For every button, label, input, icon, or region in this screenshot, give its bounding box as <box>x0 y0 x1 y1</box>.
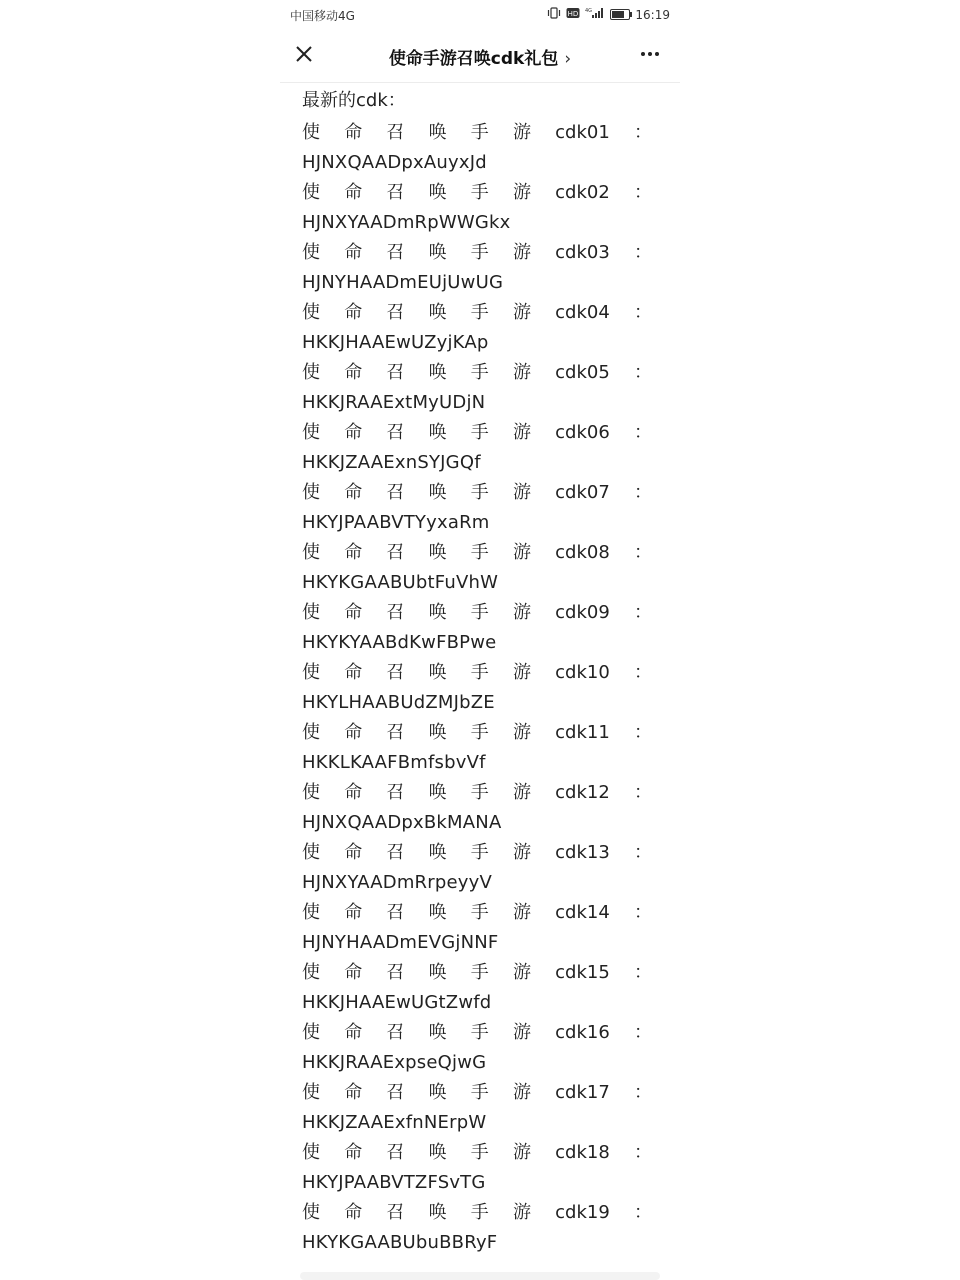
cdk-id: cdk01 <box>555 122 610 143</box>
cdk-entry-label <box>302 238 652 268</box>
label-char: 使 <box>302 962 320 983</box>
cdk-entry-label <box>302 298 652 328</box>
cdk-entry-label <box>302 958 652 988</box>
label-char: 命 <box>344 902 363 923</box>
label-char: 召 <box>386 242 405 263</box>
page-title[interactable] <box>280 44 680 69</box>
label-char: 手 <box>470 1142 489 1163</box>
label-char: 命 <box>344 1142 363 1163</box>
carrier-label: 中国移动4G <box>290 9 355 23</box>
label-colon: ： <box>633 602 652 623</box>
label-char: 游 <box>512 902 531 923</box>
label-char: 召 <box>386 482 405 503</box>
label-char: 使 <box>302 662 320 683</box>
label-char: 手 <box>470 302 489 323</box>
label-char: 使 <box>302 1202 320 1223</box>
nav-bar <box>280 30 680 83</box>
cdk-code[interactable]: HKKJHAAEwUZyjKAp <box>302 332 489 353</box>
cdk-id: cdk10 <box>555 662 610 683</box>
label-char: 游 <box>512 182 531 203</box>
cdk-code[interactable]: HKKJRAAExtMyUDjN <box>302 392 486 413</box>
cdk-id: cdk06 <box>555 422 610 443</box>
label-char: 命 <box>344 482 363 503</box>
label-colon: ： <box>633 1202 652 1223</box>
label-char: 唤 <box>428 1142 447 1163</box>
cdk-id: cdk09 <box>555 602 610 623</box>
label-char: 召 <box>386 1022 405 1043</box>
label-char: 唤 <box>428 902 447 923</box>
label-char: 手 <box>470 1022 489 1043</box>
cdk-entry-label <box>302 1198 652 1228</box>
cdk-code[interactable]: HKKJRAAExpseQjwG <box>302 1052 487 1073</box>
page-title-text: 使命手游召唤cdk礼包 <box>388 49 559 69</box>
label-char: 手 <box>470 182 489 203</box>
clock-label: 16:19 <box>635 7 670 22</box>
cdk-code[interactable]: HJNXYAADmRpWWGkx <box>302 212 511 233</box>
label-char: 使 <box>302 362 320 383</box>
label-colon: ： <box>633 1022 652 1043</box>
label-char: 手 <box>470 482 489 503</box>
cdk-id: cdk08 <box>555 542 610 563</box>
label-char: 唤 <box>428 1022 447 1043</box>
cdk-id: cdk15 <box>555 962 610 983</box>
label-char: 使 <box>302 1142 320 1163</box>
label-char: 命 <box>344 422 363 443</box>
label-char: 命 <box>344 542 363 563</box>
cdk-id: cdk19 <box>555 1202 610 1223</box>
label-char: 使 <box>302 542 320 563</box>
vibrate-icon <box>547 7 561 22</box>
cdk-entry-label <box>302 118 652 148</box>
label-char: 召 <box>386 602 405 623</box>
label-colon: ： <box>633 362 652 383</box>
label-char: 召 <box>386 842 405 863</box>
label-char: 手 <box>470 242 489 263</box>
article-content <box>302 88 658 1258</box>
cdk-entry-label <box>302 178 652 208</box>
chevron-right-icon: › <box>564 49 572 69</box>
label-char: 使 <box>302 1082 320 1103</box>
label-colon: ： <box>633 182 652 203</box>
cdk-id: cdk17 <box>555 1082 610 1103</box>
cdk-id: cdk02 <box>555 182 610 203</box>
label-char: 命 <box>344 362 363 383</box>
cdk-entry-label <box>302 538 652 568</box>
cdk-id: cdk18 <box>555 1142 610 1163</box>
label-char: 使 <box>302 122 320 143</box>
label-char: 手 <box>470 542 489 563</box>
label-char: 游 <box>512 362 531 383</box>
label-char: 游 <box>512 1202 531 1223</box>
cdk-id: cdk16 <box>555 1022 610 1043</box>
label-char: 命 <box>344 602 363 623</box>
label-colon: ： <box>633 902 652 923</box>
battery-icon <box>610 9 630 20</box>
label-char: 使 <box>302 242 320 263</box>
label-char: 游 <box>512 482 531 503</box>
label-char: 召 <box>386 722 405 743</box>
cdk-code[interactable]: HJNXQAADpxBkMANA <box>302 812 502 833</box>
cdk-entry-label <box>302 358 652 388</box>
phone-screen <box>280 0 680 1280</box>
label-char: 命 <box>344 242 363 263</box>
cdk-id: cdk12 <box>555 782 610 803</box>
cdk-entry-label <box>302 478 652 508</box>
label-char: 唤 <box>428 122 447 143</box>
label-char: 唤 <box>428 482 447 503</box>
label-char: 手 <box>470 842 489 863</box>
network-badge-text: 4G <box>585 8 593 14</box>
cdk-code[interactable]: HKKLKAAFBmfsbvVf <box>302 752 486 773</box>
label-char: 召 <box>386 662 405 683</box>
cdk-id: cdk03 <box>555 242 610 263</box>
label-char: 唤 <box>428 422 447 443</box>
label-char: 唤 <box>428 1082 447 1103</box>
label-char: 游 <box>512 242 531 263</box>
label-char: 唤 <box>428 782 447 803</box>
cdk-code[interactable]: HKKJZAAExfnNErpW <box>302 1112 487 1133</box>
label-char: 手 <box>470 122 489 143</box>
label-char: 唤 <box>428 842 447 863</box>
label-char: 命 <box>344 662 363 683</box>
label-char: 使 <box>302 1022 320 1043</box>
cdk-entry-label <box>302 838 652 868</box>
label-char: 游 <box>512 782 531 803</box>
label-char: 唤 <box>428 542 447 563</box>
label-char: 手 <box>470 1202 489 1223</box>
label-char: 使 <box>302 782 320 803</box>
cdk-entry-label <box>302 658 652 688</box>
label-char: 游 <box>512 962 531 983</box>
label-char: 命 <box>344 182 363 203</box>
label-char: 使 <box>302 902 320 923</box>
cdk-id: cdk04 <box>555 302 610 323</box>
label-colon: ： <box>633 962 652 983</box>
cdk-entry-label <box>302 898 652 928</box>
label-char: 命 <box>344 122 363 143</box>
label-colon: ： <box>633 242 652 263</box>
label-char: 召 <box>386 1202 405 1223</box>
label-char: 使 <box>302 842 320 863</box>
label-char: 游 <box>512 842 531 863</box>
label-colon: ： <box>633 722 652 743</box>
label-char: 召 <box>386 302 405 323</box>
label-char: 手 <box>470 782 489 803</box>
cdk-id: cdk07 <box>555 482 610 503</box>
cdk-entry-label <box>302 718 652 748</box>
cdk-id: cdk13 <box>555 842 610 863</box>
label-char: 命 <box>344 722 363 743</box>
label-char: 游 <box>512 422 531 443</box>
label-char: 游 <box>512 542 531 563</box>
cdk-entry-label <box>302 1138 652 1168</box>
cdk-entry-label <box>302 1018 652 1048</box>
label-char: 使 <box>302 722 320 743</box>
label-char: 唤 <box>428 1202 447 1223</box>
cdk-entry-label <box>302 778 652 808</box>
cdk-code[interactable]: HKYJPAABVTYyxaRm <box>302 512 490 533</box>
cdk-code[interactable]: HKYJPAABVTZFSvTG <box>302 1172 486 1193</box>
label-colon: ： <box>633 1142 652 1163</box>
label-char: 召 <box>386 782 405 803</box>
label-colon: ： <box>633 1082 652 1103</box>
label-colon: ： <box>633 422 652 443</box>
label-char: 命 <box>344 962 363 983</box>
cdk-entry-label <box>302 1078 652 1108</box>
cdk-code[interactable]: HJNXQAADpxAuyxJd <box>302 152 487 173</box>
label-char: 使 <box>302 482 320 503</box>
label-char: 命 <box>344 782 363 803</box>
label-char: 唤 <box>428 602 447 623</box>
label-char: 游 <box>512 1142 531 1163</box>
label-char: 召 <box>386 422 405 443</box>
label-char: 唤 <box>428 362 447 383</box>
label-char: 游 <box>512 1022 531 1043</box>
label-char: 召 <box>386 1082 405 1103</box>
label-char: 游 <box>512 122 531 143</box>
label-char: 手 <box>470 602 489 623</box>
signal-icon <box>585 7 605 22</box>
label-char: 召 <box>386 542 405 563</box>
label-char: 使 <box>302 422 320 443</box>
label-char: 命 <box>344 302 363 323</box>
label-char: 召 <box>386 122 405 143</box>
label-char: 手 <box>470 902 489 923</box>
label-char: 命 <box>344 1022 363 1043</box>
label-colon: ： <box>633 842 652 863</box>
label-char: 唤 <box>428 722 447 743</box>
label-char: 手 <box>470 662 489 683</box>
label-char: 游 <box>512 1082 531 1103</box>
cdk-code[interactable]: HKKJHAAEwUGtZwfd <box>302 992 492 1013</box>
cdk-id: cdk05 <box>555 362 610 383</box>
label-colon: ： <box>633 782 652 803</box>
label-char: 游 <box>512 602 531 623</box>
cdk-code[interactable]: HJNYHAADmEUjUwUG <box>302 272 504 293</box>
label-char: 唤 <box>428 242 447 263</box>
label-char: 手 <box>470 362 489 383</box>
cdk-code[interactable]: HKYKGAABUbuBBRyF <box>302 1232 498 1253</box>
label-char: 召 <box>386 362 405 383</box>
label-char: 使 <box>302 182 320 203</box>
label-char: 命 <box>344 1202 363 1223</box>
cdk-code[interactable]: HKKJZAAExnSYJGQf <box>302 452 481 473</box>
label-colon: ： <box>633 302 652 323</box>
cdk-entry-label <box>302 418 652 448</box>
cdk-code[interactable]: HKYKGAABUbtFuVhW <box>302 572 499 593</box>
label-char: 召 <box>386 902 405 923</box>
label-char: 召 <box>386 962 405 983</box>
label-char: 游 <box>512 302 531 323</box>
label-char: 召 <box>386 182 405 203</box>
cdk-code[interactable]: HKYLHAABUdZMJbZE <box>302 692 495 713</box>
label-char: 手 <box>470 422 489 443</box>
cdk-id: cdk11 <box>555 722 610 743</box>
article-heading: 最新的cdk： <box>302 90 406 111</box>
label-char: 唤 <box>428 662 447 683</box>
bottom-toolbar <box>300 1272 660 1280</box>
label-char: 游 <box>512 722 531 743</box>
hd-icon <box>566 7 580 22</box>
label-char: 使 <box>302 602 320 623</box>
label-char: 召 <box>386 1142 405 1163</box>
svg-text:HD: HD <box>568 10 579 18</box>
label-colon: ： <box>633 482 652 503</box>
label-char: 命 <box>344 842 363 863</box>
label-colon: ： <box>633 122 652 143</box>
label-char: 手 <box>470 722 489 743</box>
cdk-code[interactable]: HJNYHAADmEVGjNNF <box>302 932 499 953</box>
status-icons <box>547 7 670 22</box>
label-char: 使 <box>302 302 320 323</box>
cdk-entry-label <box>302 598 652 628</box>
label-char: 手 <box>470 962 489 983</box>
more-dots-icon[interactable] <box>638 44 662 68</box>
label-char: 唤 <box>428 962 447 983</box>
label-char: 命 <box>344 1082 363 1103</box>
label-char: 手 <box>470 1082 489 1103</box>
label-colon: ： <box>633 542 652 563</box>
label-colon: ： <box>633 662 652 683</box>
label-char: 唤 <box>428 182 447 203</box>
status-bar <box>280 0 680 30</box>
label-char: 游 <box>512 662 531 683</box>
cdk-list <box>302 118 658 1258</box>
label-char: 唤 <box>428 302 447 323</box>
cdk-code[interactable]: HJNXYAADmRrpeyyV <box>302 872 492 893</box>
cdk-code[interactable]: HKYKYAABdKwFBPwe <box>302 632 497 653</box>
cdk-id: cdk14 <box>555 902 610 923</box>
